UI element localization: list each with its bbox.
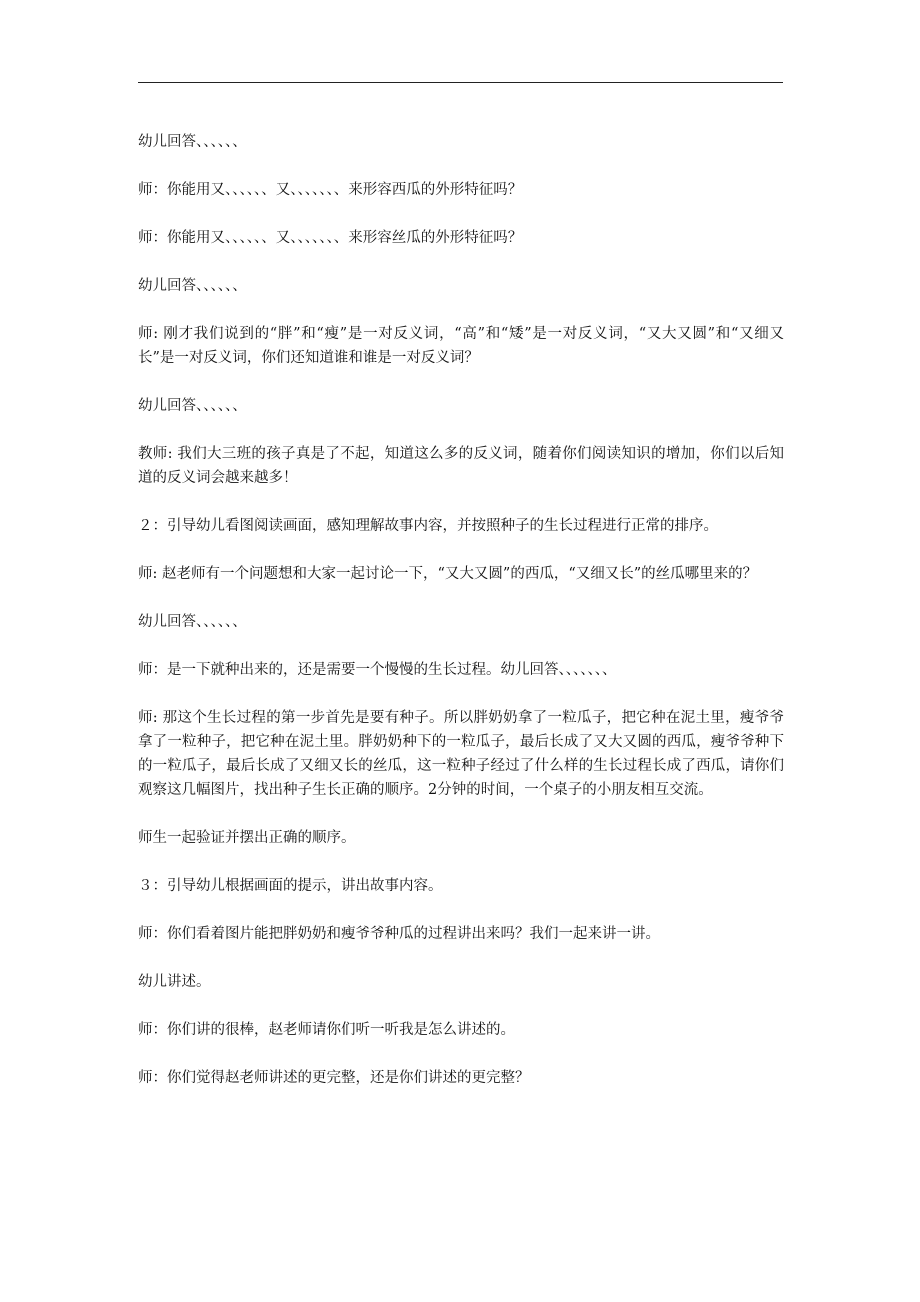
- paragraph-17: 师：你们讲的很棒，赵老师请你们听一听我是怎么讲述的。: [138, 1022, 515, 1038]
- paragraph-13: 师生一起验证并摆出正确的顺序。: [138, 830, 356, 846]
- paragraph-8: ２：引导幼儿看图阅读画面，感知理解故事内容，并按照种子的生长过程进行正常的排序。: [138, 518, 718, 534]
- paragraph-3: 师：你能用又、、、、、、又、、、、、、、来形容丝瓜的外形特征吗？: [138, 230, 523, 246]
- paragraph-10: 幼儿回答、、、、、、: [138, 614, 247, 630]
- paragraph-2: 师：你能用又、、、、、、又、、、、、、、来形容西瓜的外形特征吗？: [138, 182, 523, 198]
- paragraph-12: 师: 那这个生长过程的第一步首先是要有种子。所以胖奶奶拿了一粒瓜子，把它种在泥土里，瘦爷爷拿了一粒种子，把它种在泥土里。胖奶奶种下的一粒瓜子，最后长成了又大又圆的西瓜，瘦爷爷种下的一粒瓜子，最后长成了又细又长的丝瓜，这一粒种子经过了什么样的生长过程长成了西瓜，请你们观察这几幅图片，找出种子生长正确的顺序。2分钟的时间，一个桌子的小朋友相互交流。: [138, 710, 784, 798]
- paragraph-7: 教师: 我们大三班的孩子真是了不起，知道这么多的反义词，随着你们阅读知识的增加，你们以后知道的反义词会越来越多！: [138, 446, 784, 486]
- paragraph-9: 师: 赵老师有一个问题想和大家一起讨论一下，“又大又圆”的西瓜，“又细又长”的丝瓜哪里来的？: [138, 566, 758, 582]
- paragraph-18: 师：你们觉得赵老师讲述的更完整，还是你们讲述的更完整？: [138, 1070, 530, 1086]
- paragraph-15: 师：你们看着图片能把胖奶奶和瘦爷爷种瓜的过程讲出来吗？我们一起来讲一讲。: [138, 926, 660, 942]
- paragraph-6: 幼儿回答、、、、、、: [138, 398, 247, 414]
- paragraph-14: ３：引导幼儿根据画面的提示，讲出故事内容。: [138, 878, 443, 894]
- paragraph-5: 师: 刚才我们说到的“胖”和“瘦”是一对反义词，“高”和“矮”是一对反义词，“又大又圆”和“又细又长”是一对反义词，你们还知道谁和谁是一对反义词？: [138, 326, 784, 366]
- paragraph-4: 幼儿回答、、、、、、: [138, 278, 247, 294]
- paragraph-16: 幼儿讲述。: [138, 974, 211, 990]
- body-text: [138, 130, 784, 1114]
- paragraph-11: 师：是一下就种出来的，还是需要一个慢慢的生长过程。幼儿回答、、、、、、、: [138, 662, 617, 678]
- paragraph-1: 幼儿回答、、、、、、: [138, 134, 247, 150]
- header-rule: [138, 82, 783, 83]
